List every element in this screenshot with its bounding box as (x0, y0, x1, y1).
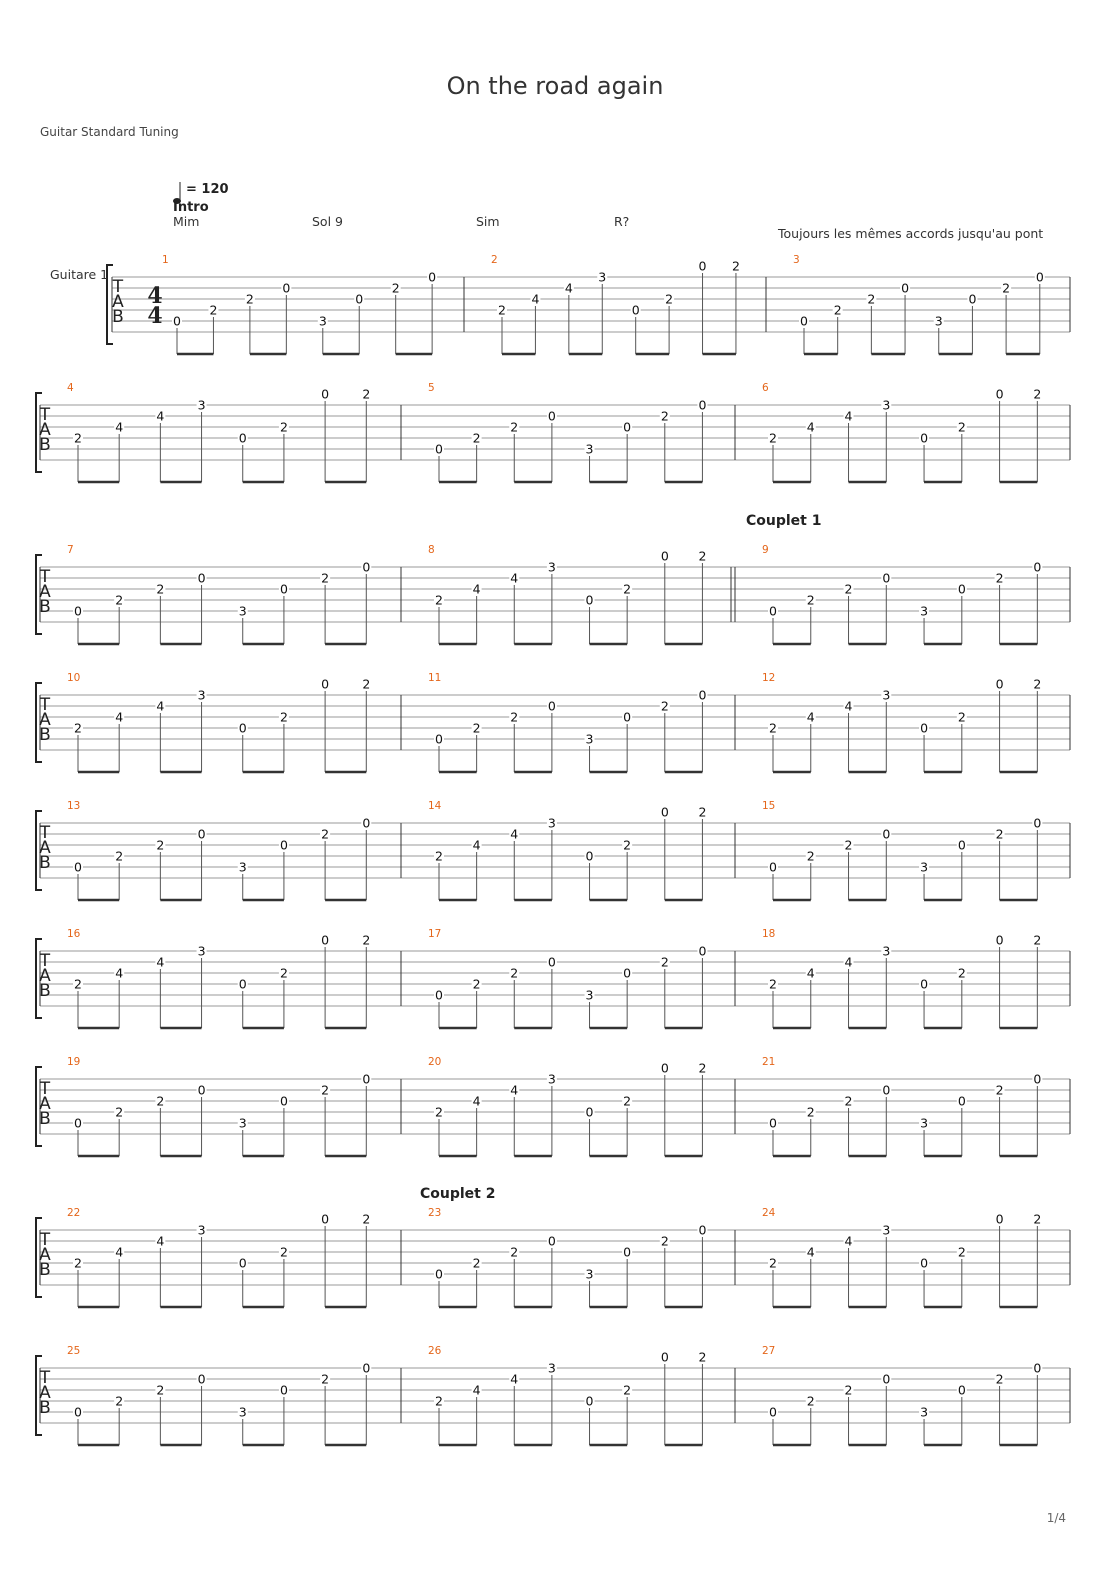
fret-number: 3 (598, 269, 607, 285)
fret-number: 2 (321, 826, 330, 842)
fret-number: 2 (995, 826, 1004, 842)
fret-number: 2 (362, 676, 371, 692)
fret-number: 3 (238, 859, 247, 875)
time-signature-bottom: 4 (147, 303, 163, 329)
fret-number: 4 (472, 1093, 481, 1109)
fret-number: 2 (115, 592, 124, 608)
tab-letter-b: B (39, 981, 51, 1001)
chord-name: Sim (476, 214, 500, 229)
fret-number: 0 (882, 1371, 891, 1387)
fret-number: 3 (585, 441, 594, 457)
fret-number: 0 (1035, 269, 1044, 285)
fret-number: 4 (844, 408, 853, 424)
fret-number: 0 (435, 441, 443, 457)
fret-number: 4 (844, 954, 853, 970)
measure-number: 6 (762, 382, 769, 394)
fret-number: 2 (279, 1244, 288, 1260)
fret-number: 0 (800, 313, 808, 329)
tab-letter-a: A (39, 1245, 51, 1265)
fret-number: 0 (238, 720, 247, 736)
fret-number: 0 (920, 1255, 929, 1271)
fret-number: 0 (968, 291, 977, 307)
fret-number: 4 (156, 698, 165, 714)
fret-number: 0 (769, 859, 777, 875)
fret-number: 2 (362, 1211, 371, 1227)
fret-number: 2 (472, 430, 481, 446)
measure-number: 16 (67, 928, 81, 940)
fret-number: 2 (279, 709, 288, 725)
fret-number: 2 (472, 1255, 481, 1271)
fret-number: 2 (957, 965, 966, 981)
fret-number: 2 (698, 804, 707, 820)
measure-number: 12 (762, 672, 776, 684)
fret-number: 2 (769, 720, 777, 736)
tab-letter-t: T (39, 1368, 51, 1388)
fret-number: 0 (1033, 559, 1042, 575)
fret-number: 2 (156, 581, 165, 597)
fret-number: 2 (510, 1244, 519, 1260)
fret-number: 0 (321, 1211, 330, 1227)
fret-number: 0 (698, 687, 707, 703)
fret-number: 0 (173, 313, 181, 329)
fret-number: 0 (428, 269, 437, 285)
fret-number: 2 (623, 837, 632, 853)
tab-letter-b: B (39, 725, 51, 745)
tab-letter-a: A (39, 966, 51, 986)
fret-number: 3 (920, 1404, 929, 1420)
fret-number: 3 (920, 1115, 929, 1131)
fret-number: 4 (115, 1244, 124, 1260)
fret-number: 3 (547, 815, 556, 831)
tab-letter-t: T (39, 823, 51, 843)
fret-number: 0 (920, 430, 929, 446)
fret-number: 2 (510, 419, 519, 435)
fret-number: 2 (844, 1382, 853, 1398)
fret-number: 0 (623, 965, 632, 981)
fret-number: 3 (197, 397, 206, 413)
fret-number: 2 (362, 932, 371, 948)
fret-number: 4 (472, 1382, 481, 1398)
measure-number: 25 (67, 1345, 81, 1357)
tuning-label: Guitar Standard Tuning (40, 125, 179, 139)
fret-number: 0 (321, 386, 330, 402)
fret-number: 0 (362, 559, 371, 575)
fret-number: 2 (806, 1104, 815, 1120)
tab-letter-t: T (39, 695, 51, 715)
fret-number: 3 (238, 603, 247, 619)
fret-number: 0 (660, 804, 669, 820)
fret-number: 0 (995, 676, 1004, 692)
fret-number: 0 (435, 1266, 443, 1282)
fret-number: 2 (510, 709, 519, 725)
fret-number: 3 (238, 1115, 247, 1131)
fret-number: 2 (1033, 932, 1042, 948)
fret-number: 0 (660, 1060, 669, 1076)
fret-number: 0 (995, 386, 1004, 402)
chord-name: Sol 9 (312, 214, 343, 229)
fret-number: 0 (698, 1222, 707, 1238)
fret-number: 4 (115, 709, 124, 725)
fret-number: 2 (769, 430, 777, 446)
measure-number: 15 (762, 800, 776, 812)
fret-number: 0 (769, 1404, 777, 1420)
fret-number: 2 (957, 709, 966, 725)
fret-number: 4 (510, 570, 519, 586)
fret-number: 2 (510, 965, 519, 981)
fret-number: 0 (238, 1255, 247, 1271)
tab-letter-b: B (112, 307, 124, 327)
section-intro: Intro (173, 200, 209, 215)
tab-letter-a: A (39, 1383, 51, 1403)
fret-number: 3 (585, 1266, 594, 1282)
fret-number: 4 (510, 1371, 519, 1387)
fret-number: 0 (920, 976, 929, 992)
fret-number: 0 (279, 1382, 288, 1398)
fret-number: 2 (435, 1104, 443, 1120)
tab-letter-b: B (39, 1109, 51, 1129)
fret-number: 4 (472, 581, 481, 597)
tab-letter-b: B (39, 597, 51, 617)
fret-number: 2 (391, 280, 400, 296)
fret-number: 2 (115, 1393, 124, 1409)
fret-number: 2 (1033, 676, 1042, 692)
tab-letter-a: A (39, 710, 51, 730)
fret-number: 2 (279, 419, 288, 435)
fret-number: 2 (623, 1093, 632, 1109)
fret-number: 4 (806, 709, 815, 725)
tab-letter-t: T (39, 951, 51, 971)
measure-number: 5 (428, 382, 435, 394)
fret-number: 3 (547, 1360, 556, 1376)
performance-note: Toujours les mêmes accords jusqu'au pont (778, 226, 1044, 241)
score-title: On the road again (446, 72, 664, 100)
fret-number: 2 (995, 1371, 1004, 1387)
fret-number: 0 (623, 1244, 632, 1260)
fret-number: 2 (660, 1233, 669, 1249)
fret-number: 0 (995, 1211, 1004, 1227)
fret-number: 3 (882, 687, 891, 703)
fret-number: 0 (1033, 1071, 1042, 1087)
tab-letter-b: B (39, 1260, 51, 1280)
fret-number: 0 (197, 1371, 206, 1387)
tempo-label: = 120 (186, 182, 229, 197)
fret-number: 0 (769, 603, 777, 619)
fret-number: 4 (806, 419, 815, 435)
measure-number: 11 (428, 672, 442, 684)
fret-number: 0 (197, 1082, 206, 1098)
fret-number: 0 (547, 954, 556, 970)
measure-number: 2 (491, 254, 498, 266)
fret-number: 2 (74, 976, 82, 992)
measure-number: 23 (428, 1207, 442, 1219)
measure-number: 1 (162, 254, 169, 266)
fret-number: 0 (74, 603, 82, 619)
fret-number: 0 (995, 932, 1004, 948)
measure-number: 18 (762, 928, 776, 940)
measure-number: 7 (67, 544, 74, 556)
fret-number: 2 (156, 837, 165, 853)
fret-number: 3 (934, 313, 943, 329)
fret-number: 0 (882, 570, 891, 586)
fret-number: 0 (957, 581, 966, 597)
tab-letter-b: B (39, 1398, 51, 1418)
fret-number: 0 (698, 397, 707, 413)
measure-number: 19 (67, 1056, 81, 1068)
fret-number: 2 (472, 976, 481, 992)
page-number: 1/4 (1046, 1511, 1066, 1525)
fret-number: 2 (435, 1393, 443, 1409)
fret-number: 4 (844, 1233, 853, 1249)
fret-number: 2 (833, 302, 842, 318)
fret-number: 0 (547, 698, 556, 714)
fret-number: 0 (901, 280, 910, 296)
fret-number: 2 (321, 570, 330, 586)
fret-number: 2 (867, 291, 876, 307)
measure-number: 27 (762, 1345, 776, 1357)
fret-number: 2 (623, 1382, 632, 1398)
fret-number: 4 (564, 280, 573, 296)
fret-number: 0 (957, 837, 966, 853)
measure-number: 24 (762, 1207, 776, 1219)
fret-number: 2 (1033, 1211, 1042, 1227)
fret-number: 0 (279, 837, 288, 853)
fret-number: 2 (245, 291, 254, 307)
fret-number: 3 (920, 603, 929, 619)
measure-number: 13 (67, 800, 81, 812)
fret-number: 2 (115, 1104, 124, 1120)
fret-number: 4 (472, 837, 481, 853)
measure-number: 9 (762, 544, 769, 556)
fret-number: 0 (660, 548, 669, 564)
fret-number: 0 (362, 1360, 371, 1376)
fret-number: 0 (435, 731, 443, 747)
fret-number: 2 (957, 419, 966, 435)
measure-number: 21 (762, 1056, 776, 1068)
fret-number: 3 (197, 1222, 206, 1238)
fret-number: 2 (698, 1349, 707, 1365)
fret-number: 4 (115, 419, 124, 435)
fret-number: 0 (585, 592, 594, 608)
fret-number: 2 (1033, 386, 1042, 402)
fret-number: 2 (209, 302, 218, 318)
fret-number: 0 (279, 581, 288, 597)
fret-number: 2 (1002, 280, 1011, 296)
fret-number: 2 (435, 592, 443, 608)
fret-number: 0 (238, 976, 247, 992)
fret-number: 2 (665, 291, 674, 307)
fret-number: 0 (698, 943, 707, 959)
fret-number: 2 (435, 848, 443, 864)
fret-number: 2 (844, 837, 853, 853)
fret-number: 0 (957, 1093, 966, 1109)
fret-number: 0 (698, 258, 707, 274)
fret-number: 0 (282, 280, 291, 296)
tab-letter-t: T (39, 1079, 51, 1099)
fret-number: 2 (844, 581, 853, 597)
fret-number: 2 (660, 698, 669, 714)
fret-number: 2 (698, 548, 707, 564)
fret-number: 4 (156, 1233, 165, 1249)
fret-number: 4 (156, 954, 165, 970)
fret-number: 0 (321, 676, 330, 692)
fret-number: 3 (882, 397, 891, 413)
fret-number: 0 (585, 848, 594, 864)
fret-number: 2 (362, 386, 371, 402)
chord-name: Mim (173, 214, 200, 229)
fret-number: 3 (882, 943, 891, 959)
fret-number: 2 (995, 1082, 1004, 1098)
measure-number: 3 (793, 254, 800, 266)
fret-number: 3 (197, 687, 206, 703)
fret-number: 0 (279, 1093, 288, 1109)
fret-number: 4 (510, 1082, 519, 1098)
fret-number: 0 (238, 430, 247, 446)
section-couplet-2: Couplet 2 (420, 1186, 496, 1202)
fret-number: 2 (769, 976, 777, 992)
fret-number: 0 (74, 1115, 82, 1131)
fret-number: 4 (115, 965, 124, 981)
fret-number: 0 (321, 932, 330, 948)
fret-number: 2 (731, 258, 740, 274)
fret-number: 3 (547, 559, 556, 575)
fret-number: 3 (238, 1404, 247, 1420)
chord-name: R? (614, 214, 630, 229)
fret-number: 2 (74, 1255, 82, 1271)
section-couplet-1: Couplet 1 (746, 513, 822, 529)
fret-number: 3 (585, 987, 594, 1003)
fret-number: 2 (844, 1093, 853, 1109)
fret-number: 2 (156, 1093, 165, 1109)
fret-number: 0 (197, 826, 206, 842)
fret-number: 2 (156, 1382, 165, 1398)
measure-number: 4 (67, 382, 74, 394)
fret-number: 2 (769, 1255, 777, 1271)
fret-number: 0 (623, 709, 632, 725)
fret-number: 2 (957, 1244, 966, 1260)
tab-letter-t: T (112, 277, 124, 297)
fret-number: 0 (920, 720, 929, 736)
fret-number: 2 (995, 570, 1004, 586)
fret-number: 0 (631, 302, 640, 318)
fret-number: 2 (806, 848, 815, 864)
fret-number: 0 (957, 1382, 966, 1398)
fret-number: 0 (197, 570, 206, 586)
fret-number: 4 (806, 1244, 815, 1260)
measure-number: 8 (428, 544, 435, 556)
fret-number: 3 (197, 943, 206, 959)
fret-number: 0 (435, 987, 443, 1003)
measure-number: 14 (428, 800, 442, 812)
tab-letter-t: T (39, 405, 51, 425)
fret-number: 0 (882, 1082, 891, 1098)
fret-number: 0 (623, 419, 632, 435)
fret-number: 3 (318, 313, 327, 329)
fret-number: 2 (806, 1393, 815, 1409)
tab-letter-b: B (39, 853, 51, 873)
fret-number: 3 (920, 859, 929, 875)
fret-number: 2 (74, 430, 82, 446)
fret-number: 2 (472, 720, 481, 736)
tab-letter-a: A (112, 292, 124, 312)
fret-number: 2 (623, 581, 632, 597)
fret-number: 3 (882, 1222, 891, 1238)
fret-number: 4 (510, 826, 519, 842)
measure-number: 20 (428, 1056, 442, 1068)
fret-number: 2 (74, 720, 82, 736)
fret-number: 0 (660, 1349, 669, 1365)
time-signature-top: 4 (147, 283, 163, 309)
fret-number: 0 (74, 1404, 82, 1420)
fret-number: 0 (585, 1104, 594, 1120)
fret-number: 2 (279, 965, 288, 981)
fret-number: 2 (806, 592, 815, 608)
fret-number: 2 (498, 302, 506, 318)
fret-number: 3 (547, 1071, 556, 1087)
fret-number: 0 (547, 408, 556, 424)
fret-number: 4 (844, 698, 853, 714)
fret-number: 0 (74, 859, 82, 875)
tab-letter-t: T (39, 1230, 51, 1250)
tab-letter-t: T (39, 567, 51, 587)
measure-number: 22 (67, 1207, 81, 1219)
fret-number: 3 (585, 731, 594, 747)
fret-number: 0 (1033, 1360, 1042, 1376)
tab-letter-a: A (39, 582, 51, 602)
fret-number: 4 (806, 965, 815, 981)
fret-number: 0 (585, 1393, 594, 1409)
fret-number: 2 (698, 1060, 707, 1076)
tab-letter-a: A (39, 420, 51, 440)
fret-number: 0 (355, 291, 364, 307)
instrument-label: Guitare 1 (50, 267, 109, 282)
fret-number: 0 (882, 826, 891, 842)
fret-number: 2 (115, 848, 124, 864)
tab-letter-a: A (39, 1094, 51, 1114)
fret-number: 0 (362, 815, 371, 831)
tab-letter-b: B (39, 435, 51, 455)
fret-number: 4 (531, 291, 540, 307)
tab-letter-a: A (39, 838, 51, 858)
fret-number: 2 (660, 408, 669, 424)
fret-number: 0 (547, 1233, 556, 1249)
fret-number: 0 (769, 1115, 777, 1131)
fret-number: 4 (156, 408, 165, 424)
fret-number: 2 (321, 1082, 330, 1098)
fret-number: 0 (362, 1071, 371, 1087)
measure-number: 26 (428, 1345, 442, 1357)
measure-number: 10 (67, 672, 81, 684)
measure-number: 17 (428, 928, 442, 940)
fret-number: 2 (660, 954, 669, 970)
fret-number: 0 (1033, 815, 1042, 831)
fret-number: 2 (321, 1371, 330, 1387)
